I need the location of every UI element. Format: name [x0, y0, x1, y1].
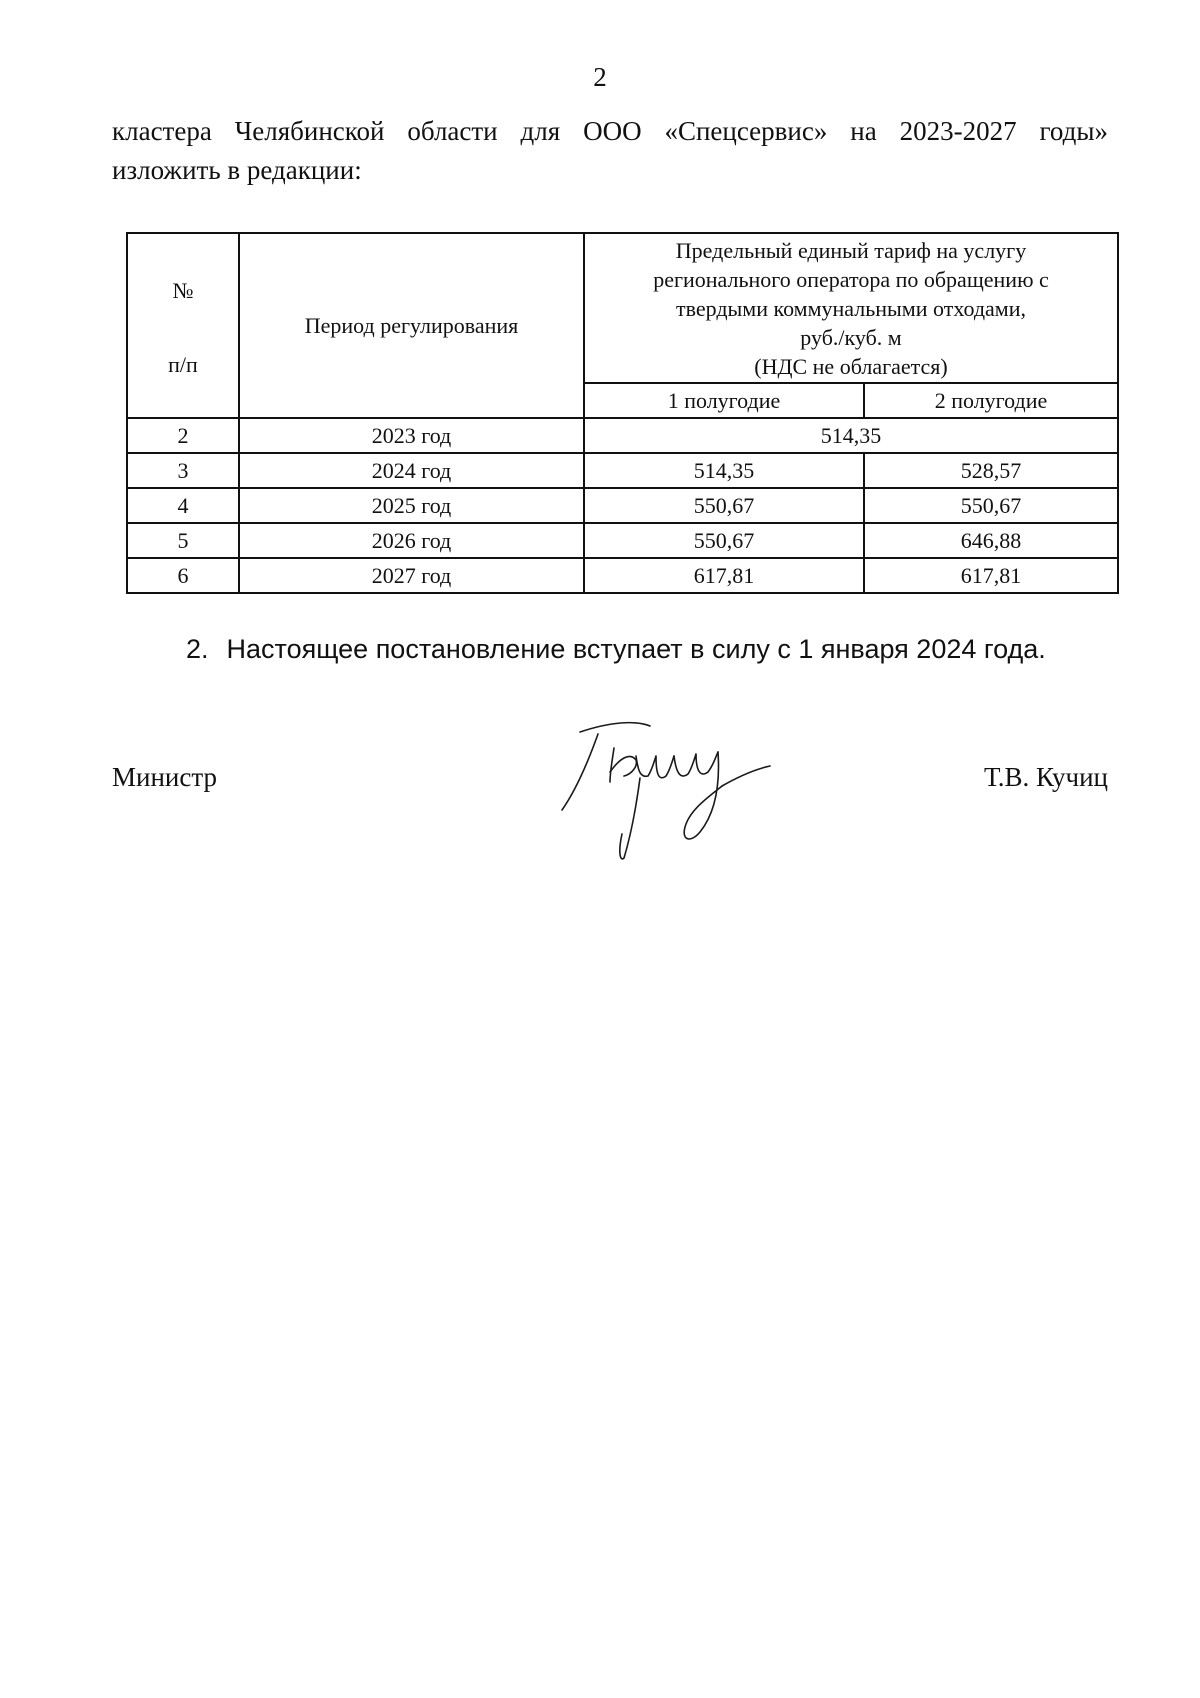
- row-value-half-2: 528,57: [864, 453, 1118, 488]
- table-row: [127, 453, 1118, 488]
- row-value-half-2: 646,88: [864, 523, 1118, 558]
- header-tariff-line: Предельный единый тариф на услугу: [675, 237, 1027, 263]
- intro-line-2: изложить в редакции:: [112, 155, 362, 185]
- signer-title: Министр: [112, 762, 217, 792]
- row-value-half-2: 617,81: [864, 558, 1118, 593]
- row-period: 2024 год: [239, 453, 584, 488]
- page-number: 2: [593, 62, 607, 92]
- header-number-pp: п/п: [168, 352, 198, 377]
- row-number: 5: [127, 523, 239, 558]
- row-period: 2025 год: [239, 488, 584, 523]
- clause-2-text: Настоящее постановление вступает в силу с 1 января 2024 года.: [226, 634, 1046, 664]
- row-number: 4: [127, 488, 239, 523]
- row-value-merged: 514,35: [584, 418, 1118, 453]
- clause-2-number: 2.: [186, 634, 209, 664]
- table-row: [127, 558, 1118, 593]
- row-value-half-1: 617,81: [584, 558, 864, 593]
- row-value-half-1: 514,35: [584, 453, 864, 488]
- row-value-half-1: 550,67: [584, 488, 864, 523]
- header-half-2: 2 полугодие: [864, 383, 1118, 418]
- header-number-cell: [127, 233, 239, 418]
- header-period: Период регулирования: [239, 233, 584, 418]
- row-value-half-1: 550,67: [584, 523, 864, 558]
- table-row: [127, 488, 1118, 523]
- row-period: 2023 год: [239, 418, 584, 453]
- row-period: 2026 год: [239, 523, 584, 558]
- table-row: [127, 418, 1118, 453]
- row-period: 2027 год: [239, 558, 584, 593]
- header-half-1: 1 полугодие: [584, 383, 864, 418]
- intro-line-1: кластера Челябинской области для ООО «Спецсервис» на 2023-2027 годы»: [112, 116, 1108, 146]
- header-number-sign: №: [172, 278, 194, 303]
- row-number: 2: [127, 418, 239, 453]
- row-number: 3: [127, 453, 239, 488]
- handwritten-signature: [540, 712, 780, 862]
- header-tariff-line: (НДС не облагается): [754, 353, 948, 379]
- tariff-table: [126, 232, 1119, 594]
- row-number: 6: [127, 558, 239, 593]
- table-row: [127, 523, 1118, 558]
- clause-2: [186, 634, 1046, 665]
- header-tariff-line: руб./куб. м: [800, 324, 902, 350]
- header-tariff-line: регионального оператора по обращению с: [653, 266, 1049, 292]
- header-tariff: [584, 233, 1118, 383]
- signer-name: Т.В. Кучиц: [983, 762, 1108, 792]
- row-value-half-2: 550,67: [864, 488, 1118, 523]
- header-tariff-line: твердыми коммунальными отходами,: [675, 295, 1026, 321]
